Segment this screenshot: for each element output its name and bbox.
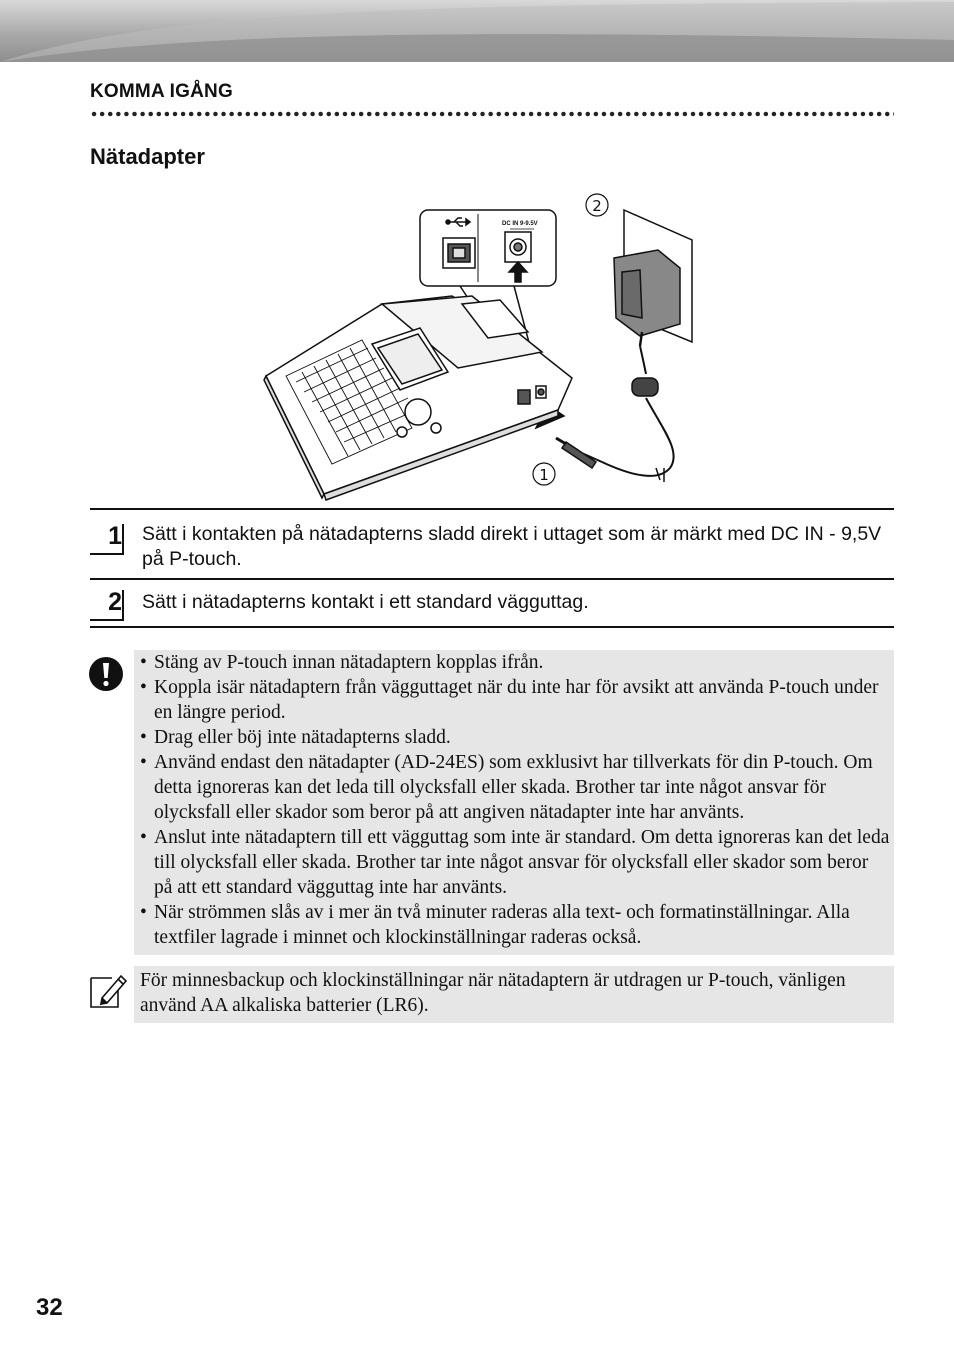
caution-list	[140, 650, 890, 950]
section-label: KOMMA IGÅNG	[90, 81, 233, 102]
dotted-divider	[90, 110, 894, 118]
caution-item: • Stäng av P-touch innan nätadaptern kopplas ifrån.	[140, 650, 890, 675]
step-number: 1	[90, 522, 122, 551]
step-number: 2	[90, 588, 122, 617]
note-pencil-icon	[88, 972, 128, 1015]
steps-table	[90, 508, 894, 628]
callout-2: 2	[592, 197, 602, 215]
exclamation-icon	[88, 656, 124, 697]
caution-item: • Koppla isär nätadaptern från vägguttaget när du inte har för avsikt att använda P-touch under en längre period.	[140, 675, 890, 725]
caution-item: • Anslut inte nätadaptern till ett vägguttag som inte är standard. Om detta ignoreras kan det leda till olycksfall eller skada. Brother tar inte något ansvar för olycksfall eller skador som beror på att ett standard vägguttag inte har använts.	[140, 825, 890, 900]
step-row	[90, 578, 894, 628]
caution-item: • Drag eller böj inte nätadapterns sladd.	[140, 725, 890, 750]
step-row	[90, 508, 894, 578]
step-text: Sätt i nätadapterns kontakt i ett standard vägguttag.	[142, 591, 589, 613]
adapter-illustration	[262, 192, 702, 507]
caution-item: • När strömmen slås av i mer än två minuter raderas alla text- och formatinställningar. Alla textfiler lagrade i minnet och klockinställningar raderas också.	[140, 900, 890, 950]
header-swoosh	[0, 0, 954, 62]
step-text: Sätt i kontakten på nätadapterns sladd direkt i uttaget som är märkt med DC IN - 9,5V på P-touch.	[142, 523, 882, 570]
caution-item: • Använd endast den nätadapter (AD-24ES) som exklusivt har tillverkats för din P-touch. Om detta ignoreras kan det leda till olycksfall eller skada. Brother tar inte något ansvar för olycksfall eller skador som beror på att angiven nätadapter inte har använts.	[140, 750, 890, 825]
header-band	[0, 0, 954, 62]
page-number: 32	[36, 1294, 63, 1321]
page-heading: Nätadapter	[90, 144, 205, 169]
note-box: För minnesbackup och klockinställningar när nätadaptern är utdragen ur P-touch, vänligen använd AA alkaliska batterier (LR6).	[134, 966, 894, 1023]
caution-box	[134, 650, 894, 955]
svg-text:DC IN 9-9.5V: DC IN 9-9.5V	[502, 221, 538, 227]
callout-1: 1	[539, 466, 549, 484]
